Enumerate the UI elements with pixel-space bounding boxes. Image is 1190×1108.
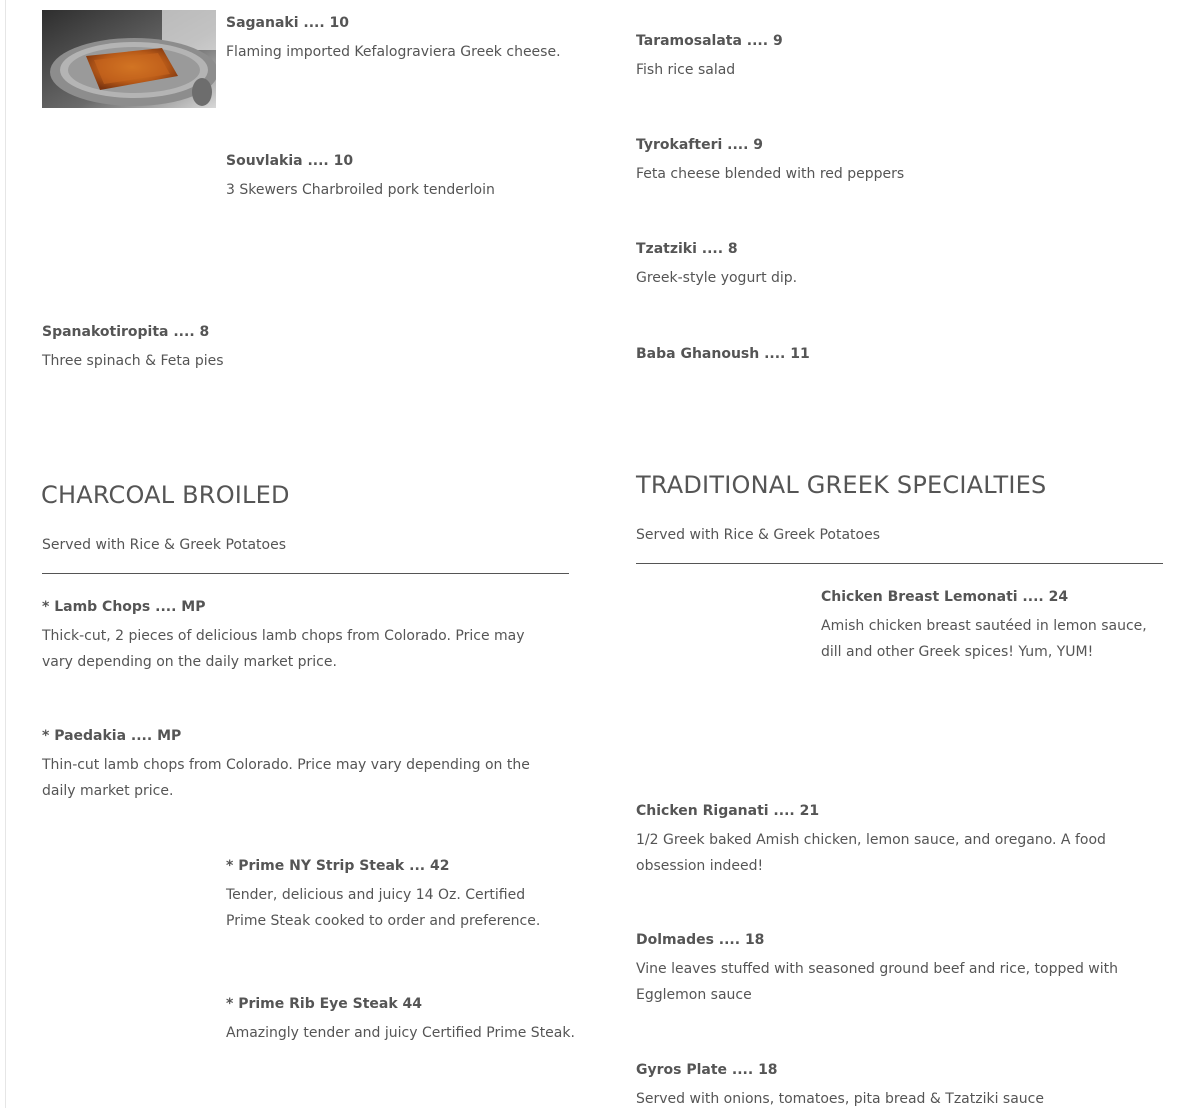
- item-title: Gyros Plate .... 18: [636, 1062, 778, 1078]
- item-title: Spanakotiropita .... 8: [42, 324, 210, 340]
- item-title: Chicken Riganati .... 21: [636, 803, 820, 819]
- item-description: Served with onions, tomatoes, pita bread & Tzatziki sauce: [636, 1091, 1044, 1107]
- item-title: Tzatziki .... 8: [636, 241, 738, 257]
- section-heading-traditional-greek: TRADITIONAL GREEK SPECIALTIES: [636, 471, 1047, 499]
- menu-item-taramosalata: [636, 32, 1163, 84]
- menu-item-chicken-lemonati: [821, 588, 1161, 665]
- item-description: Fish rice salad: [636, 62, 736, 78]
- item-description: Feta cheese blended with red peppers: [636, 166, 905, 182]
- menu-item-lamb-chops: [42, 598, 542, 675]
- item-title: * Prime Rib Eye Steak 44: [226, 996, 423, 1012]
- item-title: Chicken Breast Lemonati .... 24: [821, 589, 1069, 605]
- item-title: * Prime NY Strip Steak ... 42: [226, 858, 450, 874]
- menu-item-tyrokafteri: [636, 136, 1163, 188]
- menu-item-souvlakia: [226, 152, 586, 204]
- item-title: * Lamb Chops .... MP: [42, 599, 206, 615]
- menu-item-paedakia: [42, 727, 552, 804]
- page-left-border: [5, 0, 6, 1108]
- item-title: Souvlakia .... 10: [226, 153, 354, 169]
- menu-item-prime-rib-eye: [226, 995, 586, 1047]
- menu-item-chicken-riganati: [636, 802, 1161, 879]
- item-description: Tender, delicious and juicy 14 Oz. Certified Prime Steak cooked to order and preference.: [226, 887, 541, 929]
- menu-item-tzatziki: [636, 240, 1163, 292]
- item-title: * Paedakia .... MP: [42, 728, 182, 744]
- item-description: Vine leaves stuffed with seasoned ground beef and rice, topped with Egglemon sauce: [636, 961, 1118, 1003]
- item-description: Amish chicken breast sautéed in lemon sauce, dill and other Greek spices! Yum, YUM!: [821, 618, 1147, 660]
- item-description: Flaming imported Kefalograviera Greek cheese.: [226, 44, 561, 60]
- item-description: 1/2 Greek baked Amish chicken, lemon sauce, and oregano. A food obsession indeed!: [636, 832, 1106, 874]
- menu-item-spanakotiropita: [42, 323, 569, 375]
- section-divider: [636, 563, 1163, 564]
- item-description: Three spinach & Feta pies: [42, 353, 224, 369]
- section-subtitle: Served with Rice & Greek Potatoes: [636, 527, 881, 543]
- item-title: Baba Ghanoush .... 11: [636, 346, 810, 362]
- menu-item-dolmades: [636, 931, 1161, 1008]
- item-title: Saganaki .... 10: [226, 15, 350, 31]
- section-heading-charcoal-broiled: CHARCOAL BROILED: [41, 481, 290, 509]
- item-description: Amazingly tender and juicy Certified Prime Steak.: [226, 1025, 575, 1041]
- item-title: Dolmades .... 18: [636, 932, 765, 948]
- section-subtitle: Served with Rice & Greek Potatoes: [42, 537, 287, 553]
- menu-item-baba-ghanoush: [636, 345, 1163, 363]
- item-description: Greek-style yogurt dip.: [636, 270, 798, 286]
- menu-item-saganaki: [226, 14, 586, 66]
- item-description: 3 Skewers Charbroiled pork tenderloin: [226, 182, 495, 198]
- menu-item-gyros-plate: [636, 1061, 1163, 1108]
- item-description: Thick-cut, 2 pieces of delicious lamb chops from Colorado. Price may vary depending on the daily market price.: [42, 628, 525, 670]
- item-description: Thin-cut lamb chops from Colorado. Price may vary depending on the daily market price.: [42, 757, 530, 799]
- section-divider: [42, 573, 569, 574]
- saganaki-photo: [42, 10, 216, 108]
- item-title: Tyrokafteri .... 9: [636, 137, 764, 153]
- item-title: Taramosalata .... 9: [636, 33, 783, 49]
- menu-item-prime-ny-strip: [226, 857, 561, 934]
